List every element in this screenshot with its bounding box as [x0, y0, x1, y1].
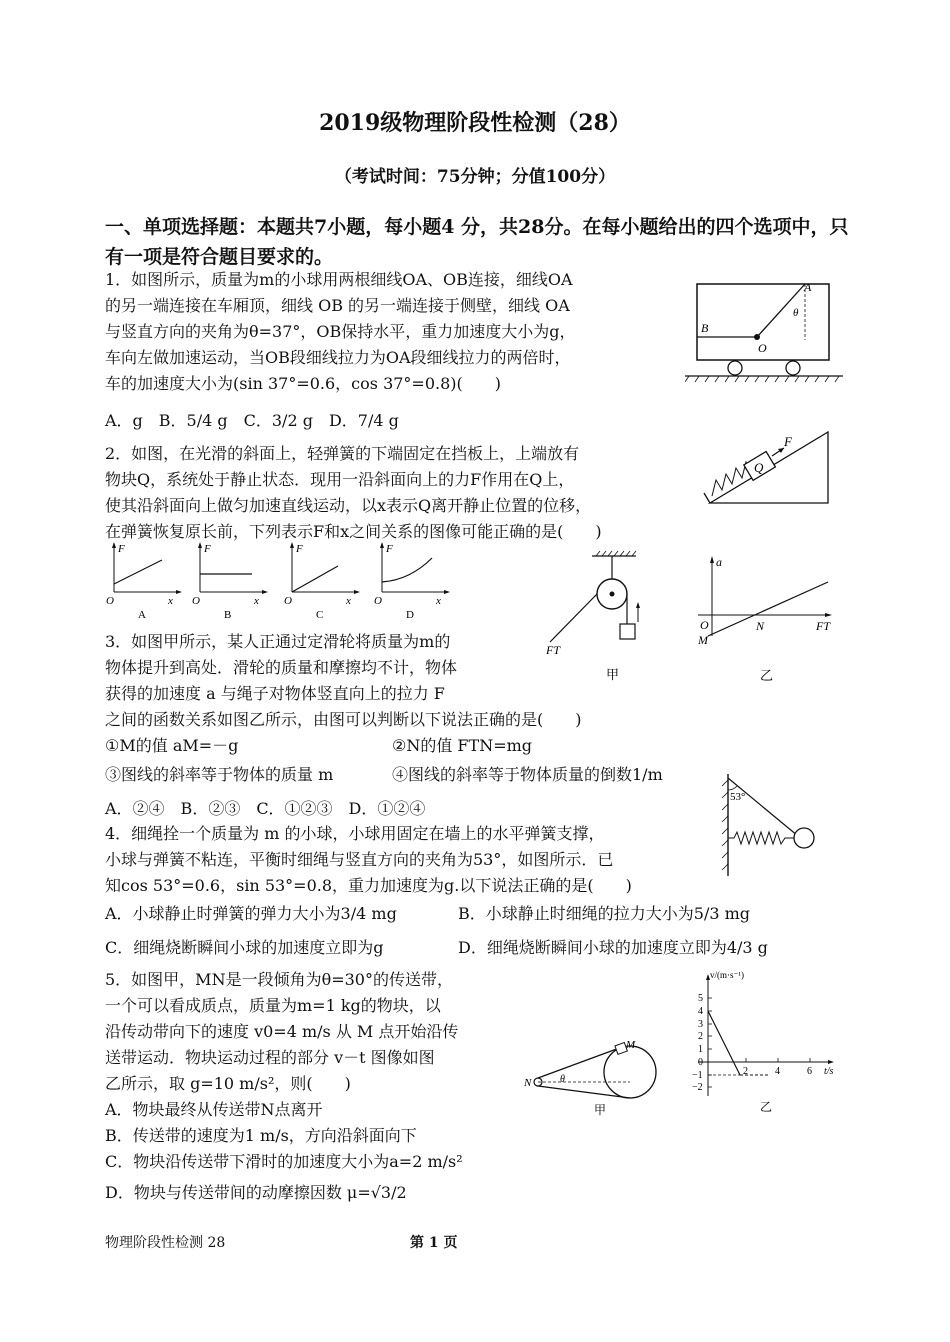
- label-Q: Q: [754, 460, 764, 475]
- svg-text:x: x: [168, 595, 173, 607]
- q5-conveyor-figure: [520, 1040, 660, 1120]
- section-heading: 一、单项选择题：本题共7小题，每小题4 分，共28分。在每小题给出的四个选项中，只有一项是符合题目要求的。: [105, 216, 849, 268]
- q1-cart-figure: [685, 280, 845, 385]
- q5-line: 送带运动．物块运动过程的部分 v－t 图像如图: [105, 1048, 435, 1067]
- q2-line: 使其沿斜面向上做匀加速直线运动，以x表示Q离开静止位置的位移，: [105, 496, 592, 515]
- label-O: O: [758, 341, 767, 355]
- graph-caption-C: C: [316, 609, 324, 621]
- roller-M: [604, 1046, 656, 1098]
- q2-graphs: [102, 540, 462, 625]
- q4-figure: [718, 772, 828, 880]
- graph-caption-B: B: [224, 609, 232, 621]
- q2-line: 物块Q，系统处于静止状态．现用一沿斜面向上的力F作用在Q上，: [105, 470, 575, 489]
- q1-line: 车向左做加速运动，当OB段细线拉力为OA段细线拉力的两倍时，: [105, 348, 571, 367]
- q5-option-b: B．传送带的速度为1 m/s，方向沿斜面向下: [105, 1126, 417, 1145]
- svg-text:a: a: [716, 555, 722, 569]
- svg-text:5: 5: [698, 993, 703, 1004]
- q1-line: 与竖直方向的夹角为θ=37°，OB保持水平，重力加速度大小为g，: [105, 322, 576, 341]
- svg-text:N: N: [524, 1077, 532, 1089]
- q5-option-a: A．物块最终从传送带N点离开: [105, 1100, 323, 1119]
- svg-text:θ: θ: [560, 1074, 565, 1085]
- q4-option-b: B．小球静止时细绳的拉力大小为5/3 mg: [458, 904, 751, 923]
- graph-caption-A: A: [138, 609, 146, 621]
- load-box: [620, 624, 635, 639]
- svg-text:M: M: [698, 633, 708, 647]
- graph-A: [106, 542, 182, 621]
- string: [728, 778, 798, 836]
- label-A: A: [804, 280, 812, 294]
- q4-line: 知cos 53°=0.6，sin 53°=0.8，重力加速度为g.以下说法正确的是( ): [105, 876, 632, 895]
- graph-line: [708, 582, 828, 636]
- svg-text:O: O: [374, 595, 382, 607]
- svg-text:FT: FT: [546, 643, 561, 657]
- fig-caption-jia: 甲: [594, 1103, 607, 1117]
- q4-option-d: D．细绳烧断瞬间小球的加速度立即为4/3 g: [458, 938, 768, 957]
- svg-text:F: F: [386, 543, 393, 555]
- q3-line: 之间的函数关系如图乙所示，由图可以判断以下说法正确的是( ): [105, 710, 582, 729]
- q4-option-a: A．小球静止时弹簧的弹力大小为3/4 mg: [105, 904, 397, 923]
- graph-B: [192, 542, 268, 621]
- svg-text:−2: −2: [692, 1082, 703, 1093]
- svg-text:N: N: [756, 619, 765, 633]
- graph-caption-D: D: [406, 609, 414, 621]
- svg-text:F: F: [204, 543, 211, 555]
- wheel-right: [786, 361, 800, 375]
- graph-C: [284, 542, 360, 621]
- q3-line: 获得的加速度 a 与绳子对物体竖直向上的拉力 F: [105, 684, 445, 703]
- q5-line: 一个可以看成质点，质量为m=1 kg的物块，以: [105, 996, 441, 1015]
- q5-line: 沿传动带向下的速度 v0=4 m/s 从 M 点开始沿传: [105, 1022, 459, 1041]
- ball: [754, 334, 760, 340]
- svg-text:FT: FT: [816, 619, 831, 633]
- q4-line: 4．细绳拴一个质量为 m 的小球，小球用固定在墙上的水平弹簧支撑，: [105, 824, 605, 843]
- fig-caption-jia: 甲: [606, 667, 620, 682]
- q5-option-d: D．物块与传送带间的动摩擦因数 μ=√3/2: [105, 1183, 407, 1202]
- label-F: F: [784, 434, 792, 449]
- svg-text:O: O: [284, 595, 292, 607]
- q3-line: 物体提升到高处．滑轮的质量和摩擦均不计，物体: [105, 658, 458, 677]
- svg-text:4: 4: [698, 1006, 703, 1017]
- svg-text:M: M: [626, 1040, 636, 1051]
- wheel-left: [728, 361, 742, 375]
- q2-line: 2．如图，在光滑的斜面上，轻弹簧的下端固定在挡板上，上端放有: [105, 444, 580, 463]
- page-title: 2019级物理阶段性检测（28）: [319, 110, 631, 136]
- svg-text:x: x: [254, 595, 259, 607]
- q1-options: A．g B．5/4 g C．3/2 g D．7/4 g: [105, 411, 399, 430]
- svg-text:t/s: t/s: [824, 1066, 834, 1077]
- exam-info: （考试时间：75分钟；分值100分）: [334, 167, 616, 187]
- q1-line: 车的加速度大小为(sin 37°=0.6，cos 37°=0.8)( ): [105, 374, 502, 393]
- footer-title: 物理阶段性检测 28: [105, 1235, 226, 1251]
- q5-option-c: C．物块沿传送带下滑时的加速度大小为a=2 m/s²: [105, 1152, 463, 1171]
- graph-D: [374, 542, 450, 621]
- q3-pulley-figure: [540, 550, 650, 685]
- q2-incline-figure: [700, 428, 835, 508]
- svg-text:1: 1: [698, 1044, 703, 1055]
- svg-text:0: 0: [698, 1057, 703, 1068]
- q1-line: 1．如图所示，质量为m的小球用两根细线OA、OB连接，细线OA: [105, 270, 573, 289]
- svg-text:−1: −1: [692, 1070, 703, 1081]
- q3-statement: ④图线的斜率等于物体质量的倒数1/m: [392, 765, 663, 784]
- spring: [728, 832, 794, 844]
- vt-line-1: [708, 1011, 740, 1075]
- svg-text:2: 2: [698, 1031, 703, 1042]
- svg-text:4: 4: [775, 1066, 780, 1077]
- svg-text:F: F: [296, 543, 303, 555]
- label-theta: θ: [793, 307, 799, 319]
- q5-line: 乙所示，取 g=10 m/s²，则( ): [105, 1074, 351, 1093]
- q3-graph-figure: [690, 552, 840, 687]
- q1-line: 的另一端连接在车厢顶，细线 OB 的另一端连接于侧壁，细线 OA: [105, 296, 570, 315]
- svg-text:x: x: [346, 595, 351, 607]
- q5-line: 5．如图甲，MN是一段倾角为θ=30°的传送带，: [105, 970, 453, 989]
- page-number: 第 1 页: [410, 1235, 458, 1251]
- q3-options: A．②④ B．②③ C．①②③ D．①②④: [105, 799, 426, 818]
- q5-vt-graph: [690, 968, 850, 1118]
- fig-caption-yi: 乙: [760, 1100, 773, 1114]
- ball: [794, 828, 814, 848]
- svg-text:O: O: [192, 595, 200, 607]
- svg-text:2: 2: [743, 1066, 748, 1077]
- svg-text:O: O: [106, 595, 114, 607]
- svg-text:F: F: [118, 543, 125, 555]
- wall-hatch: [722, 780, 728, 870]
- q3-statement: ②N的值 FTN=mg: [392, 736, 533, 755]
- q3-line: 3．如图甲所示，某人正通过定滑轮将质量为m的: [105, 632, 451, 651]
- stopper: [704, 493, 710, 503]
- q3-statement: ③图线的斜率等于物体的质量 m: [105, 765, 334, 784]
- label-B: B: [701, 321, 709, 335]
- fig-caption-yi: 乙: [760, 668, 774, 683]
- ground-hatch: [685, 376, 839, 382]
- svg-text:6: 6: [807, 1066, 812, 1077]
- q2-line: 在弹簧恢复原长前，下列表示F和x之间关系的图像可能正确的是( ): [105, 522, 602, 541]
- svg-text:x: x: [436, 595, 441, 607]
- q4-option-c: C．细绳烧断瞬间小球的加速度立即为g: [105, 938, 384, 957]
- svg-text:O: O: [700, 618, 709, 632]
- angle-label: 53°: [730, 791, 746, 803]
- svg-text:v/(m·s⁻¹): v/(m·s⁻¹): [710, 970, 744, 980]
- svg-text:3: 3: [698, 1019, 703, 1030]
- q4-line: 小球与弹簧不粘连，平衡时细绳与竖直方向的夹角为53°，如图所示．已: [105, 850, 614, 869]
- q3-statement: ①M的值 aM=－g: [105, 736, 239, 755]
